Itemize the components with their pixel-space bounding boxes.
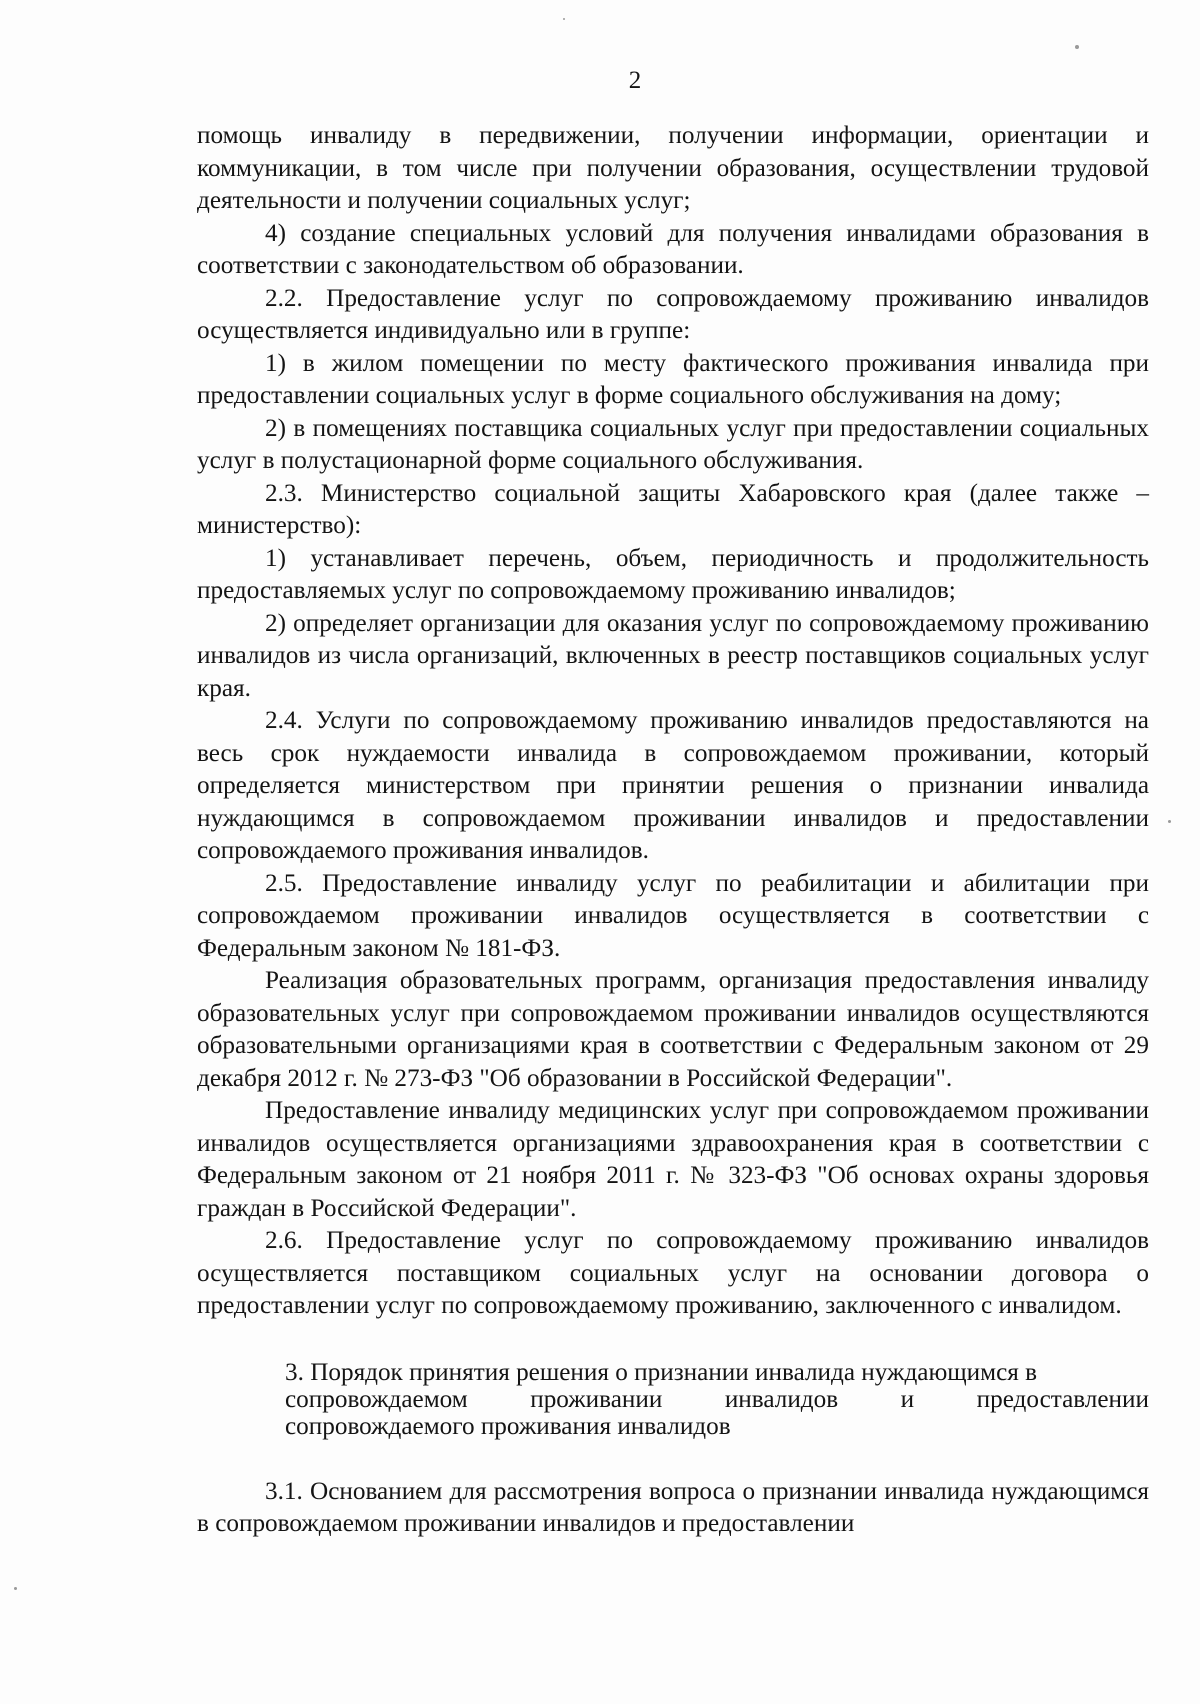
document-body bbox=[197, 120, 1149, 1541]
paragraph-2-3-item-1: 1) устанавливает перечень, объем, периодичность и продолжительность предоставляемых услуг по сопровождаемому проживанию инвалидов; bbox=[197, 544, 1149, 604]
paragraph-2-2: 2.2. Предоставление услуг по сопровождаемому проживанию инвалидов осуществляется индивидуально или в группе: bbox=[197, 284, 1149, 344]
scan-speck bbox=[1075, 45, 1079, 49]
paragraph-education: Реализация образовательных программ, организация предоставления инвалиду образовательных услуг при сопровождаемом проживании инвалидов осуществляются образовательными организациями края в соответствии с Федеральным законом от 29 декабря 2012 г. № 273-ФЗ "Об образовании в Российской Федерации". bbox=[197, 967, 1149, 1092]
page-number: 2 bbox=[628, 67, 642, 94]
section-heading-line: сопровождаемого проживания инвалидов bbox=[285, 1412, 731, 1440]
section-heading-line: сопровождаемом проживании инвалидов и предоставлении bbox=[285, 1385, 1149, 1413]
paragraph-3-1: 3.1. Основанием для рассмотрения вопроса о признании инвалида нуждающимся в сопровождаемом проживании инвалидов и предоставлении bbox=[197, 1477, 1149, 1537]
scan-speck bbox=[563, 18, 565, 20]
paragraph-medical: Предоставление инвалиду медицинских услуг при сопровождаемом проживании инвалидов осуществляется организациями здравоохранения края в соответствии с Федеральным законом от 21 ноября 2011 г. № 323-ФЗ "Об основах охраны здоровья граждан в Российской Федерации". bbox=[197, 1097, 1149, 1222]
paragraph-2-4: 2.4. Услуги по сопровождаемому проживанию инвалидов предоставляются на весь срок нуждаемости инвалида в сопровождаемом проживании, который определяется министерством при принятии решения о признании инвалида нуждающимся в сопровождаемом проживании инвалидов и предоставлении сопровождаемого проживания инвалидов. bbox=[197, 707, 1149, 864]
scan-speck bbox=[1168, 820, 1171, 823]
paragraph-2-3-item-2: 2) определяет организации для оказания услуг по сопровождаемому проживанию инвалидов из числа организаций, включенных в реестр поставщиков социальных услуг края. bbox=[197, 609, 1149, 702]
paragraph-2-2-item-1: 1) в жилом помещении по месту фактического проживания инвалида при предоставлении социальных услуг в форме социального обслуживания на дому; bbox=[197, 349, 1149, 409]
section-heading-3 bbox=[197, 1359, 1149, 1440]
section-heading-line: 3. Порядок принятия решения о признании инвалида нуждающимся в bbox=[285, 1358, 1038, 1386]
paragraph-continuation: помощь инвалиду в передвижении, получении информации, ориентации и коммуникации, в том числе при получении образования, осуществлении трудовой деятельности и получении социальных услуг; bbox=[197, 122, 1149, 214]
paragraph-2-3: 2.3. Министерство социальной защиты Хабаровского края (далее также – министерство): bbox=[197, 479, 1149, 539]
paragraph-2-5: 2.5. Предоставление инвалиду услуг по реабилитации и абилитации при сопровождаемом проживании инвалидов осуществляется в соответствии с Федеральным законом № 181-ФЗ. bbox=[197, 869, 1149, 962]
paragraph-2-6: 2.6. Предоставление услуг по сопровождаемому проживанию инвалидов осуществляется поставщиком социальных услуг на основании договора о предоставлении услуг по сопровождаемому проживанию, заключенного с инвалидом. bbox=[197, 1227, 1149, 1319]
scan-speck bbox=[14, 1587, 17, 1590]
paragraph-2-2-item-2: 2) в помещениях поставщика социальных услуг при предоставлении социальных услуг в полустационарной форме социального обслуживания. bbox=[197, 414, 1149, 474]
paragraph-item-4: 4) создание специальных условий для получения инвалидами образования в соответствии с законодательством об образовании. bbox=[197, 219, 1149, 279]
